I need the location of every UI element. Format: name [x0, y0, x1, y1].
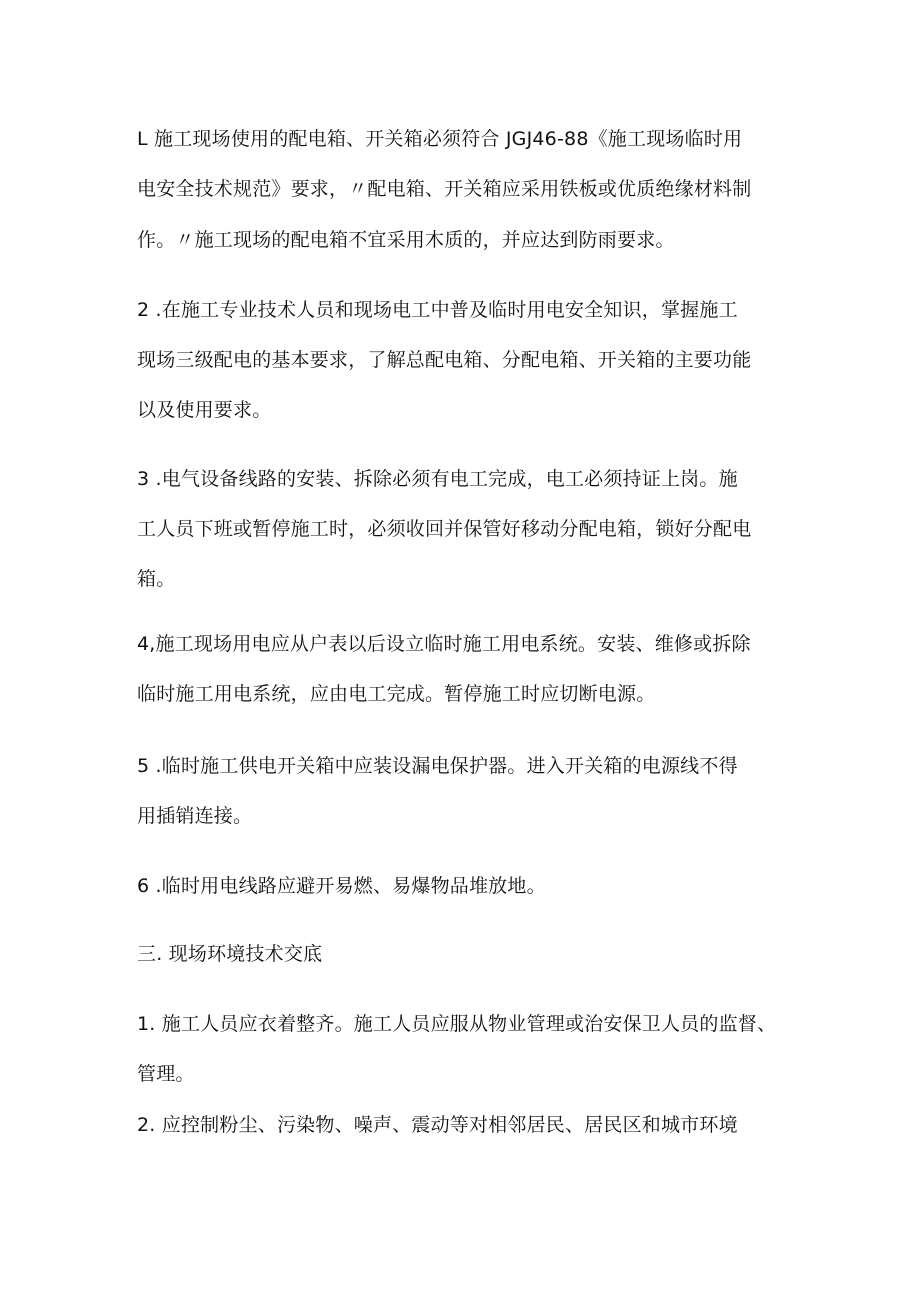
paragraph-2-line-3: 以及使用要求。 — [137, 399, 272, 421]
paragraph-7-line-2: 管理。 — [137, 1063, 195, 1085]
paragraph-7-line-1: 1. 施工人员应衣着整齐。施工人员应服从物业管理或治安保卫人员的监督、 — [137, 1013, 777, 1035]
paragraph-2-line-1: 2 .在施工专业技术人员和现场电工中普及临时用电安全知识，掌握施工 — [137, 299, 738, 321]
paragraph-5-line-1: 5 .临时施工供电开关箱中应装设漏电保护器。进入开关箱的电源线不得 — [137, 755, 738, 777]
paragraph-3-line-3: 箱。 — [137, 568, 176, 590]
paragraph-8-line-1: 2. 应控制粉尘、污染物、噪声、震动等对相邻居民、居民区和城市环境 — [137, 1114, 738, 1136]
paragraph-1-line-3: 作。〃施工现场的配电箱不宜采用木质的，并应达到防雨要求。 — [137, 229, 675, 251]
paragraph-1-line-2: 电安全技术规范》要求，〃配电箱、开关箱应采用铁板或优质绝缘材料制 — [137, 178, 752, 200]
paragraph-4-line-1: 4,施工现场用电应从户表以后设立临时施工用电系统。安装、维修或拆除 — [137, 633, 751, 655]
paragraph-6-line-1: 6 .临时用电线路应避开易燃、易爆物品堆放地。 — [137, 875, 546, 897]
paragraph-3-line-2: 工人员下班或暂停施工时，必须收回并保管好移动分配电箱，锁好分配电 — [137, 518, 752, 540]
paragraph-3-line-1: 3 .电气设备线路的安装、拆除必须有电工完成，电工必须持证上岗。施 — [137, 468, 738, 490]
paragraph-1-line-1: L 施工现场使用的配电箱、开关箱必须符合 JGJ46-88《施工现场临时用 — [137, 128, 743, 150]
paragraph-4-line-2: 临时施工用电系统，应由电工完成。暂停施工时应切断电源。 — [137, 683, 656, 705]
section-heading: 三. 现场环境技术交底 — [137, 943, 323, 965]
paragraph-5-line-2: 用插销连接。 — [137, 805, 253, 827]
paragraph-2-line-2: 现场三级配电的基本要求，了解总配电箱、分配电箱、开关箱的主要功能 — [137, 349, 752, 371]
